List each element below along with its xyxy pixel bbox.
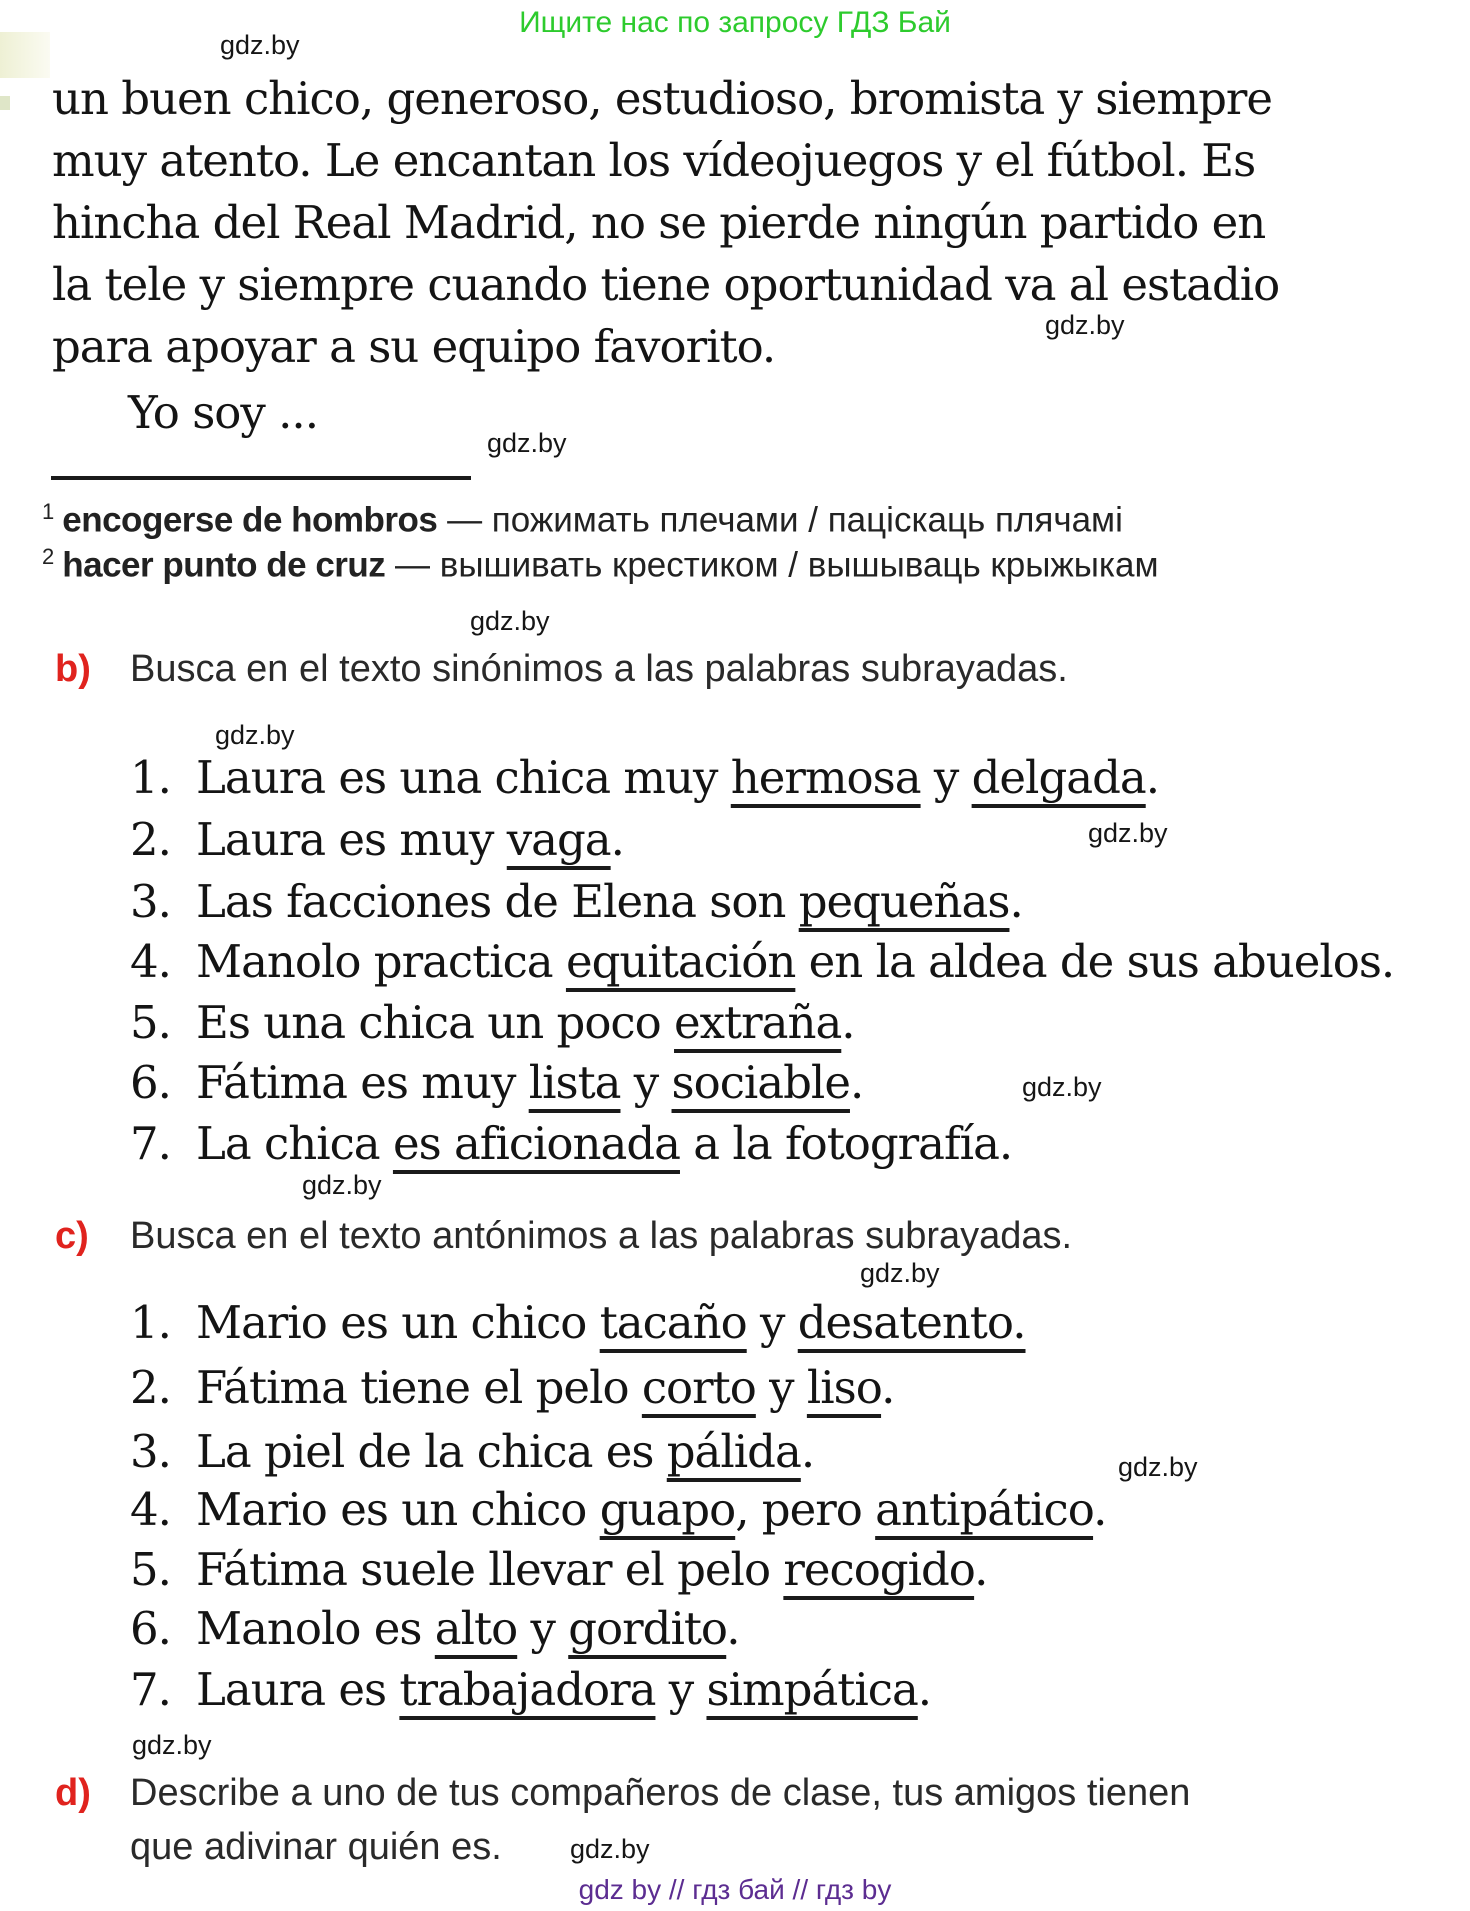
item-text: [196, 1425, 814, 1478]
underlined-word: vaga: [506, 813, 611, 866]
footnote-divider: [51, 476, 471, 480]
underlined-word: sociable: [671, 1056, 850, 1109]
plain-text: .: [726, 1602, 740, 1655]
watermark-gdzby: gdz.by: [487, 428, 567, 458]
underlined-word: pálida: [666, 1425, 801, 1478]
footnote-marker: 1: [42, 499, 55, 524]
plain-text: y: [746, 1296, 798, 1349]
footnote-marker: 2: [42, 544, 55, 569]
item-text: [196, 1056, 863, 1109]
plain-text: .: [841, 996, 855, 1049]
plain-text: Laura es: [196, 1663, 400, 1716]
task-d-heading: [55, 1766, 1455, 1874]
task-c-heading: [55, 1215, 1072, 1258]
plain-text: .: [974, 1543, 988, 1596]
task-c-item-1: [130, 1292, 1026, 1354]
task-b-title: Busca en el texto sinónimos a las palabras subrayadas.: [130, 648, 1068, 690]
watermark-gdzby: gdz.by: [132, 1730, 212, 1760]
task-c-item-3: [130, 1421, 814, 1483]
plain-text: La chica: [196, 1117, 393, 1170]
underlined-word: hermosa: [730, 751, 921, 804]
watermark-gdzby: gdz.by: [220, 30, 300, 60]
item-text: [196, 935, 1394, 988]
item-text: [196, 875, 1023, 928]
task-d-label: d): [55, 1772, 91, 1814]
item-number: 4.: [130, 1483, 171, 1536]
plain-text: .: [881, 1361, 895, 1414]
plain-text: .: [1145, 751, 1160, 804]
plain-text: a la fotografía.: [679, 1117, 1013, 1170]
item-number: 4.: [130, 935, 171, 988]
underlined-word: lista: [528, 1056, 621, 1109]
plain-text: Mario es un chico: [196, 1483, 600, 1536]
task-b-item-7: [130, 1113, 1012, 1175]
plain-text: y: [755, 1361, 807, 1414]
task-b-heading: [55, 648, 1068, 691]
yo-soy-line: Yo soy ...: [128, 386, 319, 439]
plain-text: Las facciones de Elena son: [196, 875, 799, 928]
item-text: [196, 1296, 1026, 1349]
reading-passage: un buen chico, generoso, estudioso, bromista y siempre muy atento. Le encantan los vídeojuegos y el fútbol. Es hincha del Real Madrid, no se pierde ningún partido en la tele y siempre cuando tiene oportunidad va al estadio para apoyar a su equipo favorito.: [52, 72, 1280, 373]
task-c-title: Busca en el texto antónimos a las palabras subrayadas.: [130, 1215, 1073, 1257]
underlined-word: equitación: [565, 935, 796, 988]
watermark-gdzby: gdz.by: [1118, 1452, 1198, 1482]
underlined-word: liso: [806, 1361, 882, 1414]
plain-text: .: [610, 813, 624, 866]
item-number: 5.: [130, 996, 171, 1049]
item-number: 3.: [130, 1425, 171, 1478]
underlined-word: delgada: [971, 751, 1146, 804]
underlined-word: es aficionada: [392, 1117, 680, 1170]
task-c-item-2: [130, 1357, 894, 1419]
underlined-word: pequeñas: [798, 875, 1010, 928]
item-number: 6.: [130, 1602, 171, 1655]
item-number: 1.: [130, 751, 171, 804]
task-c-label: c): [55, 1215, 89, 1257]
plain-text: .: [1009, 875, 1023, 928]
plain-text: .: [1093, 1483, 1107, 1536]
plain-text: .: [917, 1663, 932, 1716]
item-number: 1.: [130, 1296, 171, 1349]
task-b-item-6: [130, 1052, 863, 1114]
plain-text: Manolo es: [196, 1602, 435, 1655]
task-b-label: b): [55, 648, 91, 690]
plain-text: .: [849, 1056, 864, 1109]
task-b-item-1: [130, 747, 1159, 809]
underlined-word: desatento.: [797, 1296, 1026, 1349]
item-text: [196, 1361, 894, 1414]
task-d-title: Describe a uno de tus compañeros de clase, tus amigos tienen que adivinar quién es.: [130, 1772, 1191, 1868]
plain-text: y: [655, 1663, 707, 1716]
watermark-gdzby: gdz.by: [860, 1258, 940, 1288]
task-b-item-3: [130, 871, 1023, 933]
plain-text: La piel de la chica es: [196, 1425, 667, 1478]
footnote-term: encogerse de hombros: [62, 500, 438, 540]
item-number: 3.: [130, 875, 171, 928]
plain-text: y: [620, 1056, 672, 1109]
watermark-gdzby: gdz.by: [302, 1170, 382, 1200]
item-number: 5.: [130, 1543, 171, 1596]
plain-text: Fátima suele llevar el pelo: [196, 1543, 784, 1596]
watermark-gdzby: gdz.by: [1022, 1072, 1102, 1102]
footnote-translation: — вышивать крестиком / вышываць крыжыкам: [385, 545, 1159, 585]
task-c-item-5: [130, 1539, 987, 1601]
plain-text: , pero: [735, 1483, 876, 1536]
underlined-word: recogido: [783, 1543, 975, 1596]
footnote-translation: — пожимать плечами / паціскаць плячамі: [437, 500, 1123, 540]
plain-text: y: [517, 1602, 569, 1655]
task-c-item-7: [130, 1659, 931, 1721]
underlined-word: guapo: [599, 1483, 736, 1536]
plain-text: Mario es un chico: [196, 1296, 600, 1349]
item-text: [196, 1663, 931, 1716]
plain-text: Fátima es muy: [196, 1056, 529, 1109]
item-number: 2.: [130, 1361, 171, 1414]
item-text: [196, 813, 624, 866]
item-number: 6.: [130, 1056, 171, 1109]
plain-text: Es una chica un poco: [196, 996, 675, 1049]
underlined-word: gordito: [568, 1602, 727, 1655]
item-number: 7.: [130, 1663, 171, 1716]
promo-banner: Ищите нас по запросу ГДЗ Бай: [519, 6, 951, 39]
footnote-term: hacer punto de cruz: [62, 545, 386, 585]
item-number: 7.: [130, 1117, 171, 1170]
task-b-item-4: [130, 931, 1394, 993]
footnote-1: [42, 499, 1123, 541]
watermark-gdzby: gdz.by: [215, 720, 295, 750]
underlined-word: simpática: [706, 1663, 918, 1716]
item-text: [196, 1602, 740, 1655]
underlined-word: corto: [641, 1361, 756, 1414]
task-b-item-2: [130, 809, 624, 871]
watermark-gdzby: gdz.by: [1088, 818, 1168, 848]
footnote-2: [42, 544, 1159, 586]
watermark-gdzby: gdz.by: [1045, 310, 1125, 340]
footer-credits: gdz by // гдз бай // гдз by: [578, 1874, 892, 1905]
underlined-word: alto: [434, 1602, 518, 1655]
plain-text: y: [920, 751, 972, 804]
plain-text: Laura es muy: [196, 813, 507, 866]
plain-text: Manolo practica: [196, 935, 566, 988]
plain-text: .: [800, 1425, 815, 1478]
underlined-word: antipático: [875, 1483, 1094, 1536]
watermark-gdzby: gdz.by: [570, 1834, 650, 1864]
underlined-word: tacaño: [599, 1296, 747, 1349]
scan-edge-artifact: [0, 96, 10, 110]
underlined-word: extraña: [674, 996, 842, 1049]
plain-text: Laura es una chica muy: [196, 751, 731, 804]
item-text: [196, 1117, 1012, 1170]
underlined-word: trabajadora: [399, 1663, 656, 1716]
watermark-gdzby: gdz.by: [470, 606, 550, 636]
item-number: 2.: [130, 813, 171, 866]
plain-text: Fátima tiene el pelo: [196, 1361, 642, 1414]
plain-text: en la aldea de sus abuelos.: [795, 935, 1395, 988]
scan-corner-artifact: [0, 32, 50, 78]
item-text: [196, 1483, 1106, 1536]
task-c-item-4: [130, 1479, 1106, 1541]
task-b-item-5: [130, 992, 855, 1054]
task-c-item-6: [130, 1598, 740, 1660]
item-text: [196, 1543, 987, 1596]
item-text: [196, 751, 1159, 804]
item-text: [196, 996, 855, 1049]
